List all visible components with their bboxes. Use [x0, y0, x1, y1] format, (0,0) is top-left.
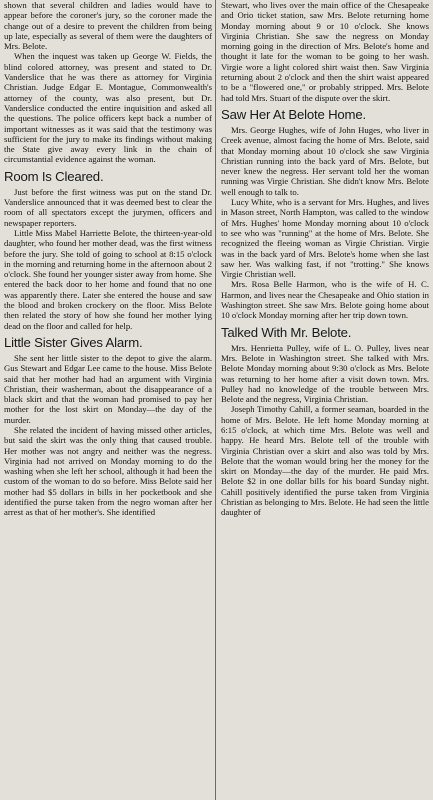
- article-paragraph: She sent her little sister to the depot to give the alarm. Gus Stewart and Edgar Lee came to the house. Miss Belote said that her mother had had an argument with Virginia Christian, their washerman, about the disappearance of a black skirt and that the woman had promised to pay her mother for the lost skirt on Monday—the day of the murder.: [4, 352, 212, 425]
- right-column: [221, 0, 429, 800]
- article-paragraph: She related the incident of having missed other articles, but said the skirt was the only thing that caused trouble. Her mother was not angry and neither was the negress. Virginia had not arrived on Monday morning to do the washing when she left her school, although it had been the custom of the woman to do so before. Miss Belote said her mother had $5 dollars in bills in her pocketbook and she identified the purse taken from the negro woman after her arrest as that of her mother's. She identified: [4, 424, 212, 518]
- article-paragraph: When the inquest was taken up George W. Fields, the blind colored attorney, was present and stated to Dr. Vanderslice that he was there as attorney for Virginia Christian. Judge Edgar E. Montague, Commonwealth's attorney of the county, was also present, but Dr. Vanderslice conducted the entire inquisition and asked all the questions. The police officers kept back a number of important witnesses as it was said that the testimony was sufficient for the jury to make its findings without making the State give away every link in the chain of circumstantial evidence against the woman.: [4, 51, 212, 165]
- article-paragraph: Lucy White, who is a servant for Mrs. Hughes, and lives in Mason street, North Hampton, was called to the window of Mrs. Hughes' home Monday morning about 10 o'clock to see who was "running" at the home of Mrs. Belote. She recognized the fleeing woman as Virgie Christian. Virgie was in the back yard of Mrs. Belote's home when she last saw her. Was walking fast, if not "trotting." She knows Virgie Christian well.: [221, 197, 429, 280]
- section-heading: Saw Her At Belote Home.: [221, 106, 366, 122]
- column-rule: [215, 0, 216, 800]
- article-paragraph: Little Miss Mabel Harriette Belote, the thirteen-year-old daughter, who found her mother dead, was the first witness before the jury. She told of going to school at 8:15 o'clock in the morning and returning home in the afternoon about 2 o'clock. She found her younger sister away from home. She entered the back door to her home and found that no one was apparently there. Later she entered the house and saw the blood and broken crockery on the floor. Miss Belote then related the story of how she found her mother lying dead on the floor and called for help.: [4, 227, 212, 331]
- article-paragraph: Mrs. Rosa Belle Harmon, who is the wife of H. C. Harmon, and lives near the Chesapeake and Ohio station in Washington street. She saw Mrs. Belote going home about 10 o'clock Monday morning after her trip down town.: [221, 279, 429, 321]
- left-column: [4, 0, 212, 800]
- article-paragraph: Just before the first witness was put on the stand Dr. Vanderslice announced that it was deemed best to clear the room of all spectators except the jurymen, officers and newspaper reporters.: [4, 186, 212, 228]
- article-paragraph: Joseph Timothy Cahill, a former seaman, boarded in the home of Mrs. Belote. He left home Monday morning at 6:15 o'clock, at which time Mrs. Belote was well and happy. He heard Mrs. Belote tell of the trouble with Virginia Christian over a skirt and also was told by Mrs. Belote that the woman would bring her the money for the skirt on Monday—the day of the murder. He paid Mrs. Belote $2 in one dollar bills for his board Sunday night. Cahill positively identified the purse taken from Virginia Christian as belonging to Mrs. Belote. He had seen the little daughter of: [221, 404, 429, 518]
- article-paragraph: Stewart, who lives over the main office of the Chesapeake and Orio ticket station, saw Mrs. Belote returning home Monday morning about 9 or 10 o'clock. She knows Virginia Christian. She saw the negress on Monday morning going in the direction of Mrs. Belote's home and thought it late for the woman to be going to her wash. Virgie wore a light colored shirt waist then. Saw Virginia returning about 2 o'clock and then the shirt waist appeared to be a "flowered one," or probably stripped. Mrs. Belote had told Mrs. Stuart of the dispute over the skirt.: [221, 0, 429, 103]
- section-heading: Room Is Cleared.: [4, 168, 104, 184]
- article-paragraph: Mrs. Henrietta Pulley, wife of L. O. Pulley, lives near Mrs. Belote in Washington street. She talked with Mrs. Belote Monday morning about 9:30 o'clock as Mrs. Belote was returning to her home after a visit down town. Mrs. Pulley had no knowledge of the trouble between Mrs. Belote and the negress, Virginia Christian.: [221, 342, 429, 405]
- article-paragraph: Mrs. George Hughes, wife of John Huges, who liver in Creek avenue, almost facing the home of Mrs. Belote, said that Monday morning about 10 o'clock she saw Virginia Christian running into the back yard of Mrs. Belote, but never knew the negress. Her servant told her the woman running was Virgie Christian. She didn't know Mrs. Belote well enough to talk to.: [221, 124, 429, 197]
- section-heading: Little Sister Gives Alarm.: [4, 334, 143, 350]
- article-paragraph: shown that several children and ladies would have to appear before the coroner's jury, so the coroner made the change out of a desire to prevent the children from being up late, especially as several of them were the daughters of Mrs. Belote.: [4, 0, 212, 52]
- section-heading: Talked With Mr. Belote.: [221, 324, 352, 340]
